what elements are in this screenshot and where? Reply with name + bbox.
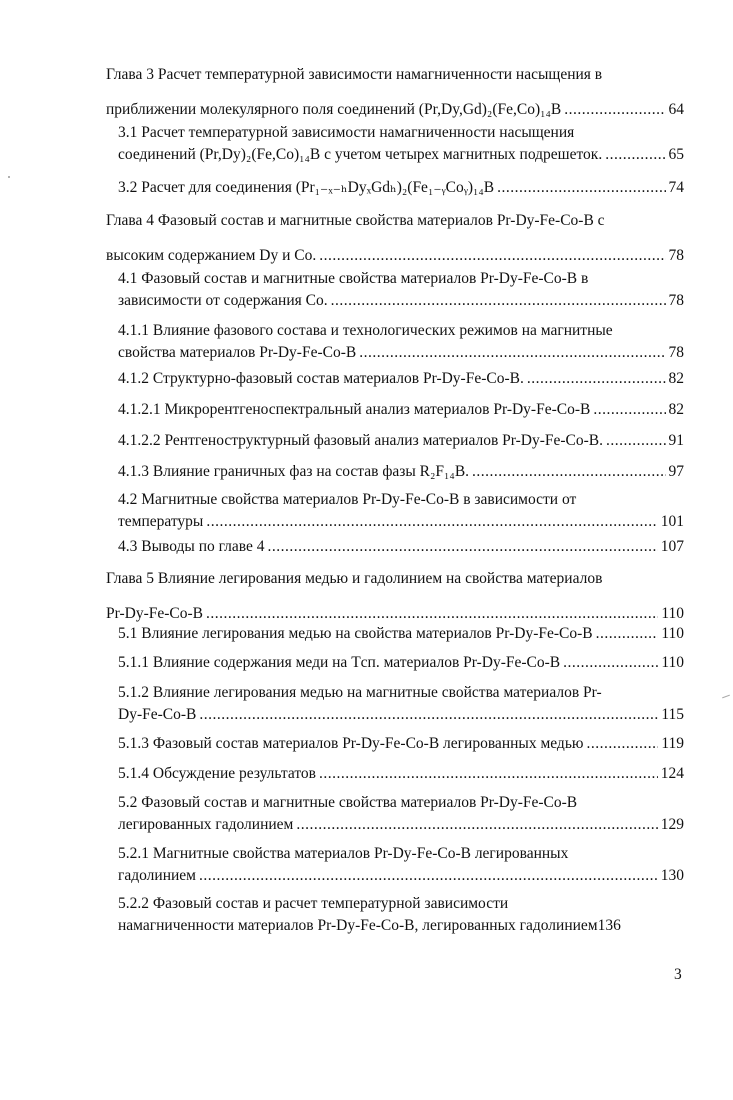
toc-page-number: 110	[661, 605, 684, 622]
toc-page-number: 97	[668, 463, 684, 480]
toc-page-number: 129	[660, 816, 684, 833]
toc-page-number: 110	[661, 625, 684, 642]
toc-entry-line: Dy-Fe-Co-B	[118, 706, 197, 723]
toc-entry-5-1-3[interactable]	[118, 733, 684, 755]
leader-dots	[527, 368, 666, 390]
leader-dots	[564, 99, 665, 121]
toc-entry-line: зависимости от содержания Co.	[118, 292, 328, 309]
toc-page-number: 124	[660, 765, 684, 782]
toc-entry-line: Глава 4 Фазовый состав и магнитные свойства материалов Pr-Dy-Fe-Co-B с	[106, 212, 605, 229]
toc-entry-5-1-2[interactable]	[118, 682, 684, 726]
toc-entry-5-1[interactable]	[118, 623, 684, 645]
toc-entry-line: намагниченности материалов Pr-Dy-Fe-Co-B, легированных гадолинием	[118, 917, 598, 934]
toc-page-number: 101	[660, 513, 684, 530]
toc-entry-line: свойства материалов Pr-Dy-Fe-Co-B	[118, 344, 357, 361]
toc-entry-line: 4.1.3 Влияние граничных фаз на состав фазы R₂F₁₄B.	[118, 463, 470, 480]
toc-entry-4-1-2-1[interactable]	[118, 399, 684, 421]
toc-page-number: 107	[660, 538, 684, 555]
toc-page-number: 119	[661, 735, 684, 752]
toc-entry-line: соединений (Pr,Dy)₂(Fe,Co)₁₄B с учетом четырех магнитных подрешеток.	[118, 146, 603, 163]
scan-mark	[722, 695, 730, 699]
toc-entry-5-2-1[interactable]	[118, 843, 684, 887]
leader-dots	[472, 461, 665, 483]
leader-dots	[586, 733, 658, 755]
toc-entry-5-1-1[interactable]	[118, 652, 684, 674]
leader-dots	[199, 865, 658, 887]
toc-entry-line: 4.3 Выводы по главе 4	[118, 538, 265, 555]
toc-entry-line: гадолинием	[118, 867, 196, 884]
toc-entry-4-1-2[interactable]	[118, 368, 684, 390]
toc-entry-line: 5.1 Влияние легирования медью на свойства материалов Pr-Dy-Fe-Co-B	[118, 625, 593, 642]
scan-speck	[8, 176, 10, 178]
toc-page-number: 115	[661, 706, 684, 723]
toc-entry-line: 4.1.1 Влияние фазового состава и технологических режимов на магнитные	[118, 322, 613, 339]
toc-entry-3-2[interactable]	[118, 177, 684, 199]
toc-page-number: 82	[668, 370, 684, 387]
toc-entry-5-1-4[interactable]	[118, 763, 684, 785]
toc-entry-line: приближении молекулярного поля соединений (Pr,Dy,Gd)₂(Fe,Co)₁₄B	[106, 101, 562, 118]
toc-entry-line: 3.1 Расчет температурной зависимости намагниченности насыщения	[118, 124, 575, 141]
toc-entry-line: 4.2 Магнитные свойства материалов Pr-Dy-Fe-Co-B в зависимости от	[118, 491, 577, 508]
leader-dots	[497, 177, 665, 199]
leader-dots	[296, 814, 657, 836]
toc-entry-line: Глава 3 Расчет температурной зависимости намагниченности насыщения в	[106, 66, 603, 83]
leader-dots	[359, 342, 665, 364]
toc-entry-chapter-5[interactable]	[106, 568, 684, 625]
toc-page-number: 82	[668, 401, 684, 418]
toc-entry-line: 5.2.2 Фазовый состав и расчет температурной зависимости	[118, 895, 509, 912]
toc-entry-line: Глава 5 Влияние легирования медью и гадолинием на свойства материалов	[106, 570, 603, 587]
toc-entry-chapter-4[interactable]	[106, 210, 684, 267]
leader-dots	[593, 399, 665, 421]
toc-entry-5-2-2[interactable]	[118, 893, 684, 937]
leader-dots	[596, 623, 659, 645]
toc-entry-4-1-3[interactable]	[118, 461, 684, 483]
toc-page-number: 78	[668, 292, 684, 309]
toc-entry-line: температуры	[118, 513, 204, 530]
leader-dots	[268, 536, 658, 558]
leader-dots	[206, 603, 658, 625]
toc-page-number: 91	[668, 432, 684, 449]
leader-dots	[605, 144, 665, 166]
leader-dots	[199, 704, 658, 726]
toc-entry-line: 5.1.4 Обсуждение результатов	[118, 765, 316, 782]
toc-entry-line: 5.1.3 Фазовый состав материалов Pr-Dy-Fe-Co-B легированных медью	[118, 735, 584, 752]
toc-entry-line: 3.2 Расчет для соединения (Pr₁₋ₓ₋ₕDyₓGdₕ)₂(Fe₁₋ᵧCoᵧ)₁₄B	[118, 179, 495, 196]
toc-entry-4-3[interactable]	[118, 536, 684, 558]
leader-dots	[206, 511, 657, 533]
toc-entry-line: 4.1.2.2 Рентгеноструктурный фазовый анализ материалов Pr-Dy-Fe-Co-B.	[118, 432, 604, 449]
toc-entry-line: 5.1.2 Влияние легирования медью на магнитные свойства материалов Pr-	[118, 684, 602, 701]
leader-dots	[319, 763, 658, 785]
toc-page-number: 64	[668, 101, 684, 118]
toc-page-number: 136	[597, 917, 621, 934]
toc-entry-line: легированных гадолинием	[118, 816, 294, 833]
toc-page-number: 130	[660, 867, 684, 884]
leader-dots	[331, 290, 666, 312]
toc-page-number: 74	[668, 179, 684, 196]
toc-entry-4-2[interactable]	[118, 489, 684, 533]
toc-entry-line: Pr-Dy-Fe-Co-B	[106, 605, 203, 622]
leader-dots	[563, 652, 658, 674]
toc-entry-5-2[interactable]	[118, 792, 684, 836]
toc-entry-4-1[interactable]	[118, 268, 684, 312]
toc-entry-line: 5.2.1 Магнитные свойства материалов Pr-Dy-Fe-Co-B легированных	[118, 845, 569, 862]
toc-entry-4-1-1[interactable]	[118, 320, 684, 364]
toc-entry-line: 5.1.1 Влияние содержания меди на Tсп. материалов Pr-Dy-Fe-Co-B	[118, 654, 561, 671]
toc-entry-line: высоким содержанием Dy и Co.	[106, 247, 317, 264]
toc-page-number: 78	[668, 247, 684, 264]
leader-dots	[319, 245, 665, 267]
toc-page-number: 110	[661, 654, 684, 671]
page-number: 3	[674, 966, 682, 983]
toc-entry-line: 4.1.2.1 Микрорентгеноспектральный анализ материалов Pr-Dy-Fe-Co-B	[118, 401, 591, 418]
toc-entry-line: 5.2 Фазовый состав и магнитные свойства материалов Pr-Dy-Fe-Co-B	[118, 794, 578, 811]
toc-entry-chapter-3[interactable]	[106, 64, 684, 121]
leader-dots	[606, 430, 665, 452]
toc-entry-line: 4.1.2 Структурно-фазовый состав материалов Pr-Dy-Fe-Co-B.	[118, 370, 524, 387]
toc-entry-4-1-2-2[interactable]	[118, 430, 684, 452]
toc-page-number: 65	[668, 146, 684, 163]
toc-page-number: 78	[668, 344, 684, 361]
toc-entry-3-1[interactable]	[118, 122, 684, 166]
toc-entry-line: 4.1 Фазовый состав и магнитные свойства материалов Pr-Dy-Fe-Co-B в	[118, 270, 589, 287]
